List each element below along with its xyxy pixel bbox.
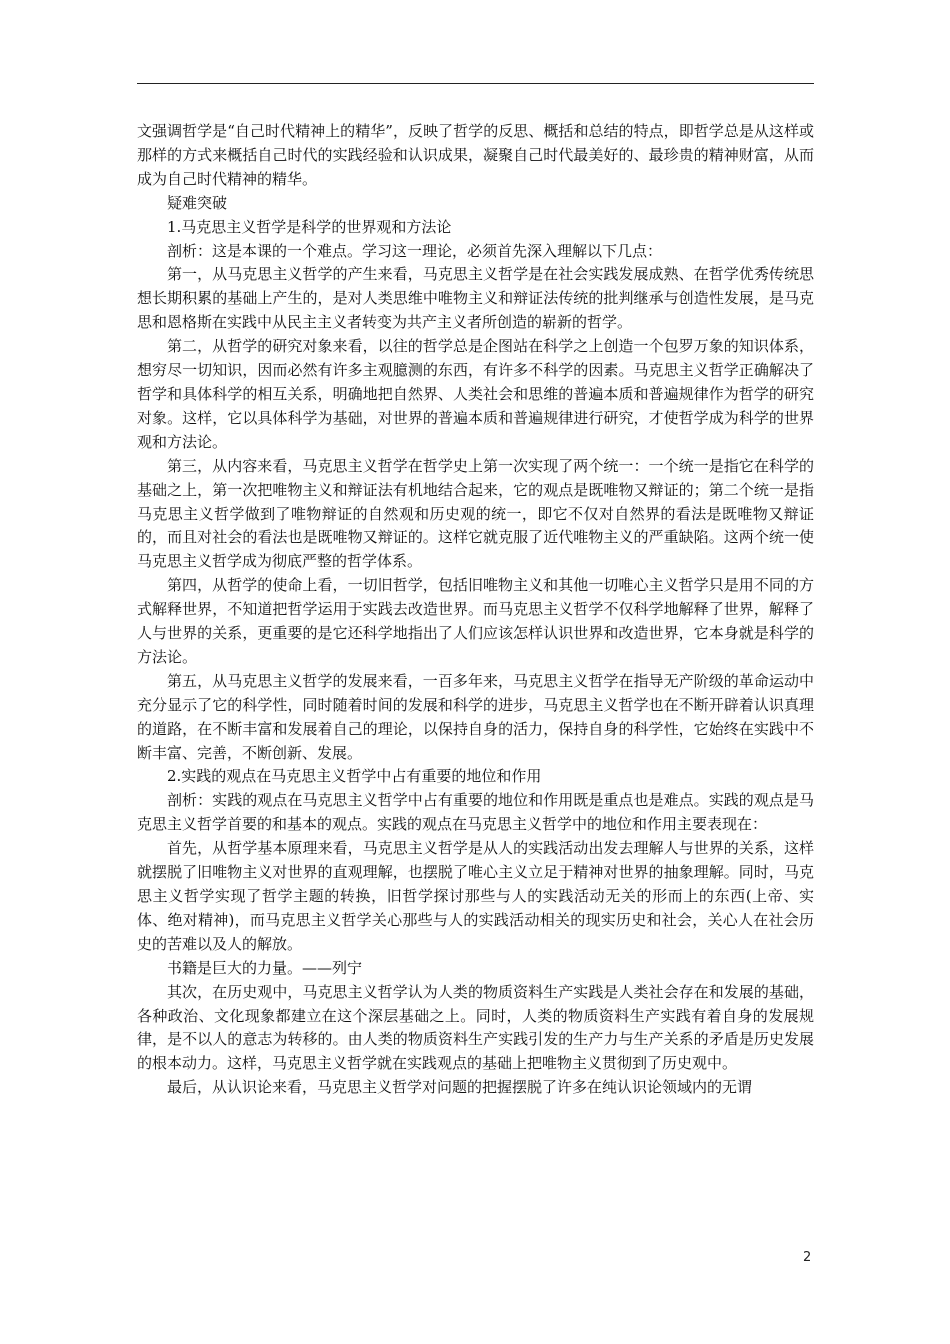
point-second: 第二，从哲学的研究对象来看，以往的哲学总是企图站在科学之上创造一个包罗万象的知识体系，想穷尽一切知识，因而必然有许多主观臆测的东西，有许多不科学的因素。马克思主义哲学正确解决了哲学和具体科学的相互关系，明确地把自然界、人类社会和思维的普遍本质和普遍规律作为哲学的研究对象。这样，它以具体科学为基础，对世界的普遍本质和普遍规律进行研究，才使哲学成为科学的世界观和方法论。	[137, 337, 814, 451]
point-lastly: 最后，从认识论来看，马克思主义哲学对问题的把握摆脱了许多在纯认识论领域内的无谓	[167, 1078, 753, 1097]
subheading-1: 1.马克思主义哲学是科学的世界观和方法论	[167, 217, 452, 236]
point-first: 第一，从马克思主义哲学的产生来看，马克思主义哲学是在社会实践发展成熟、在哲学优秀传统思想长期积累的基础上产生的，是对人类思维中唯物主义和辩证法传统的批判继承与创造性发展，是马克思和恩格斯在实践中从民主主义者转变为共产主义者所创造的崭新的哲学。	[137, 265, 814, 332]
subheading-2: 2.实践的观点在马克思主义哲学中占有重要的地位和作用	[167, 767, 542, 786]
page-number: 2	[803, 1250, 812, 1265]
section-heading-difficulties: 疑难突破	[167, 193, 228, 212]
point-third: 第三，从内容来看，马克思主义哲学在哲学史上第一次实现了两个统一：一个统一是指它在科学的基础之上，第一次把唯物主义和辩证法有机地结合起来，它的观点是既唯物又辩证的；第二个统一是指马克思主义哲学做到了唯物辩证的自然观和历史观的统一，即它不仅对自然界的看法是既唯物又辩证的，而且对社会的看法也是既唯物又辩证的。这样它就克服了近代唯物主义的严重缺陷。这两个统一使马克思主义哲学成为彻底严整的哲学体系。	[137, 456, 814, 571]
analysis-1: 剖析：这是本课的一个难点。学习这一理论，必须首先深入理解以下几点：	[167, 241, 663, 260]
point-fourth: 第四，从哲学的使命上看，一切旧哲学，包括旧唯物主义和其他一切唯心主义哲学只是用不同的方式解释世界，不知道把哲学运用于实践去改造世界。而马克思主义哲学不仅科学地解释了世界，解释了人与世界的关系，更重要的是它还科学地指出了人们应该怎样认识世界和改造世界，它本身就是科学的方法论。	[137, 576, 814, 666]
point-firstly: 首先，从哲学基本原理来看，马克思主义哲学是从人的实践活动出发去理解人与世界的关系，这样就摆脱了旧唯物主义对世界的直观理解，也摆脱了唯心主义立足于精神对世界的抽象理解。同时，马克思主义哲学实现了哲学主题的转换，旧哲学探讨那些与人的实践活动无关的形而上的东西(上帝、实体、绝对精神)，而马克思主义哲学关心那些与人的实践活动相关的现实历史和社会，关心人在社会历史的苦难以及人的解放。	[137, 839, 814, 953]
paragraph-continued: 文强调哲学是“自己时代精神上的精华”，反映了哲学的反思、概括和总结的特点，即哲学总是从这样或那样的方式来概括自己时代的实践经验和认识成果，凝聚自己时代最美好的、最珍贵的精神财富，从而成为自己时代精神的精华。	[137, 122, 814, 188]
analysis-2: 剖析：实践的观点在马克思主义哲学中占有重要的地位和作用既是重点也是难点。实践的观点是马克思主义哲学首要的和基本的观点。实践的观点在马克思主义哲学中的地位和作用主要表现在：	[137, 791, 814, 834]
point-fifth: 第五，从马克思主义哲学的发展来看，一百多年来，马克思主义哲学在指导无产阶级的革命运动中充分显示了它的科学性，同时随着时间的发展和科学的进步，马克思主义哲学也在不断开辟着认识真理的道路，在不断丰富和发展着自己的理论，以保持自身的活力，保持自身的科学性，它始终在实践中不断丰富、完善，不断创新、发展。	[137, 671, 814, 762]
body-text	[137, 120, 814, 1100]
header-rule	[137, 83, 814, 84]
point-secondly: 其次，在历史观中，马克思主义哲学认为人类的物质资料生产实践是人类社会存在和发展的基础，各种政治、文化现象都建立在这个深层基础之上。同时，人类的物质资料生产实践有着自身的发展规律，是不以人的意志为转移的。由人类的物质资料生产实践引发的生产力与生产关系的矛盾是历史发展的根本动力。这样，马克思主义哲学就在实践观点的基础上把唯物主义贯彻到了历史观中。	[137, 982, 814, 1073]
quote-lenin: 书籍是巨大的力量。——列宁	[167, 958, 363, 977]
